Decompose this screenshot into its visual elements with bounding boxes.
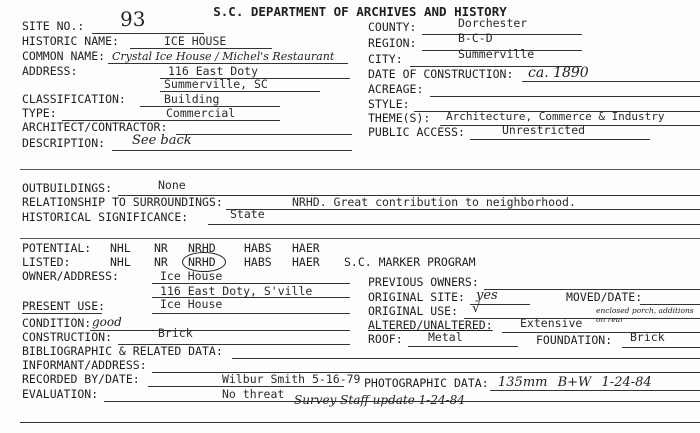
altered-note: enclosed porch, additions on rear — [596, 306, 694, 324]
style-label: STYLE: — [368, 97, 410, 111]
historic-name-label: HISTORIC NAME: — [22, 34, 119, 48]
relationship-label: RELATIONSHIP TO SURROUNDINGS: — [22, 195, 223, 209]
relationship-value: NRHD. Great contribution to neighborhood. — [292, 195, 576, 209]
evaluation-value: No threat — [222, 387, 285, 401]
county-value: Dorchester — [458, 16, 528, 30]
address-line1-value: 116 East Doty — [168, 64, 259, 78]
informant-label: INFORMANT/ADDRESS: — [22, 358, 147, 372]
historical-significance-label: HISTORICAL SIGNIFICANCE: — [22, 210, 189, 224]
original-use-label: ORIGINAL USE: — [368, 304, 459, 318]
region-value: B-C-D — [458, 31, 493, 45]
present-use-label-line — [22, 313, 102, 314]
address-line2-value: Summerville, SC — [164, 77, 268, 91]
form-title: S.C. DEPARTMENT OF ARCHIVES AND HISTORY — [213, 4, 507, 19]
relationship-line — [226, 209, 700, 210]
roof-line — [408, 346, 518, 347]
description-label: DESCRIPTION: — [22, 136, 106, 150]
outbuildings-label: OUTBUILDINGS: — [22, 181, 113, 195]
condition-value: good — [92, 315, 122, 329]
section-divider-1 — [20, 169, 700, 170]
construction-label: CONSTRUCTION: — [22, 330, 113, 344]
county-label: COUNTY: — [368, 20, 417, 34]
owner-label: OWNER/ADDRESS: — [22, 269, 119, 283]
historical-significance-line — [208, 224, 700, 225]
listed-nr: NR — [154, 255, 168, 269]
acreage-label: ACREAGE: — [368, 82, 424, 96]
historic-name-line — [130, 48, 272, 49]
potential-nrhd: NRHD — [188, 241, 216, 255]
description-line — [112, 150, 352, 151]
region-label: REGION: — [368, 36, 417, 50]
owner-line2-value: 116 East Doty, S'ville — [160, 284, 313, 298]
original-site-value: yes — [476, 288, 498, 303]
potential-label: POTENTIAL: — [22, 241, 92, 255]
architect-label: ARCHITECT/CONTRACTOR: — [22, 120, 168, 134]
date-construction-value: ca. 1890 — [528, 65, 589, 81]
evaluation-note: Survey Staff update 1-24-84 — [294, 393, 465, 407]
roof-label: ROOF: — [368, 332, 403, 346]
listed-nhl: NHL — [110, 255, 131, 269]
classification-label: CLASSIFICATION: — [22, 92, 126, 106]
altered-value: Extensive — [520, 316, 583, 330]
site-no-label: SITE NO.: — [22, 19, 85, 33]
site-no-value: 93 — [120, 7, 146, 31]
moved-date-label: MOVED/DATE: — [566, 290, 643, 304]
public-access-label: PUBLIC ACCESS: — [368, 125, 465, 139]
present-use-label: PRESENT USE: — [22, 299, 106, 313]
roof-value: Metal — [428, 330, 463, 344]
address-label: ADDRESS: — [22, 64, 78, 78]
historical-significance-value: State — [230, 207, 265, 221]
date-construction-line — [522, 81, 700, 82]
description-value: See back — [132, 133, 192, 148]
photographic-data-value: 135mm B+W 1-24-84 — [498, 375, 652, 390]
foundation-label: FOUNDATION: — [536, 333, 613, 347]
present-use-value: Ice House — [160, 297, 223, 311]
marker-program-label: S.C. MARKER PROGRAM — [344, 255, 476, 269]
potential-nhl: NHL — [110, 241, 131, 255]
bibliographic-line — [232, 358, 700, 359]
potential-nr: NR — [154, 241, 168, 255]
historic-name-value: ICE HOUSE — [164, 34, 227, 48]
section-divider-2 — [20, 238, 700, 239]
potential-habs: HABS — [244, 241, 272, 255]
acreage-line — [430, 96, 700, 97]
public-access-value: Unrestricted — [502, 123, 586, 137]
type-value: Commercial — [166, 106, 236, 120]
type-label: TYPE: — [22, 106, 57, 120]
city-value: Summerville — [458, 47, 535, 61]
common-name-label: COMMON NAME: — [22, 49, 106, 63]
potential-haer: HAER — [292, 241, 320, 255]
common-name-value: Crystal Ice House / Michel's Restaurant — [112, 50, 335, 63]
bibliographic-label: BIBLIOGRAPHIC & RELATED DATA: — [22, 344, 223, 358]
listed-habs: HABS — [244, 255, 272, 269]
recorded-by-label: RECORDED BY/DATE: — [22, 372, 140, 386]
owner-line1-value: Ice House — [160, 269, 223, 283]
construction-value: Brick — [158, 326, 193, 340]
condition-line — [90, 330, 350, 331]
listed-label: LISTED: — [22, 255, 71, 269]
city-label: CITY: — [368, 52, 403, 66]
public-access-line — [470, 139, 650, 140]
present-use-line — [152, 313, 350, 314]
foundation-line — [622, 347, 700, 348]
date-construction-label: DATE OF CONSTRUCTION: — [368, 67, 514, 81]
photographic-data-label: PHOTOGRAPHIC DATA: — [364, 376, 489, 390]
moved-date-line — [640, 304, 700, 305]
themes-value: Architecture, Commerce & Industry — [446, 110, 665, 123]
foundation-value: Brick — [630, 330, 665, 344]
previous-owners-label: PREVIOUS OWNERS: — [368, 275, 479, 289]
listed-haer: HAER — [292, 255, 320, 269]
classification-value: Building — [164, 92, 220, 106]
original-site-label: ORIGINAL SITE: — [368, 290, 465, 304]
bottom-line — [20, 422, 700, 423]
outbuildings-value: None — [158, 178, 186, 192]
themes-label: THEME(S): — [368, 111, 431, 125]
county-line — [422, 34, 582, 35]
recorded-by-value: Wilbur Smith 5-16-79 — [222, 372, 361, 386]
original-use-value: √ — [472, 301, 481, 316]
photographic-data-line — [490, 390, 700, 391]
listed-nrhd: NRHD — [188, 255, 216, 269]
architect-line — [176, 134, 352, 135]
condition-label: CONDITION: — [22, 316, 92, 330]
evaluation-label: EVALUATION: — [22, 387, 99, 401]
altered-label: ALTERED/UNALTERED: — [368, 318, 493, 332]
